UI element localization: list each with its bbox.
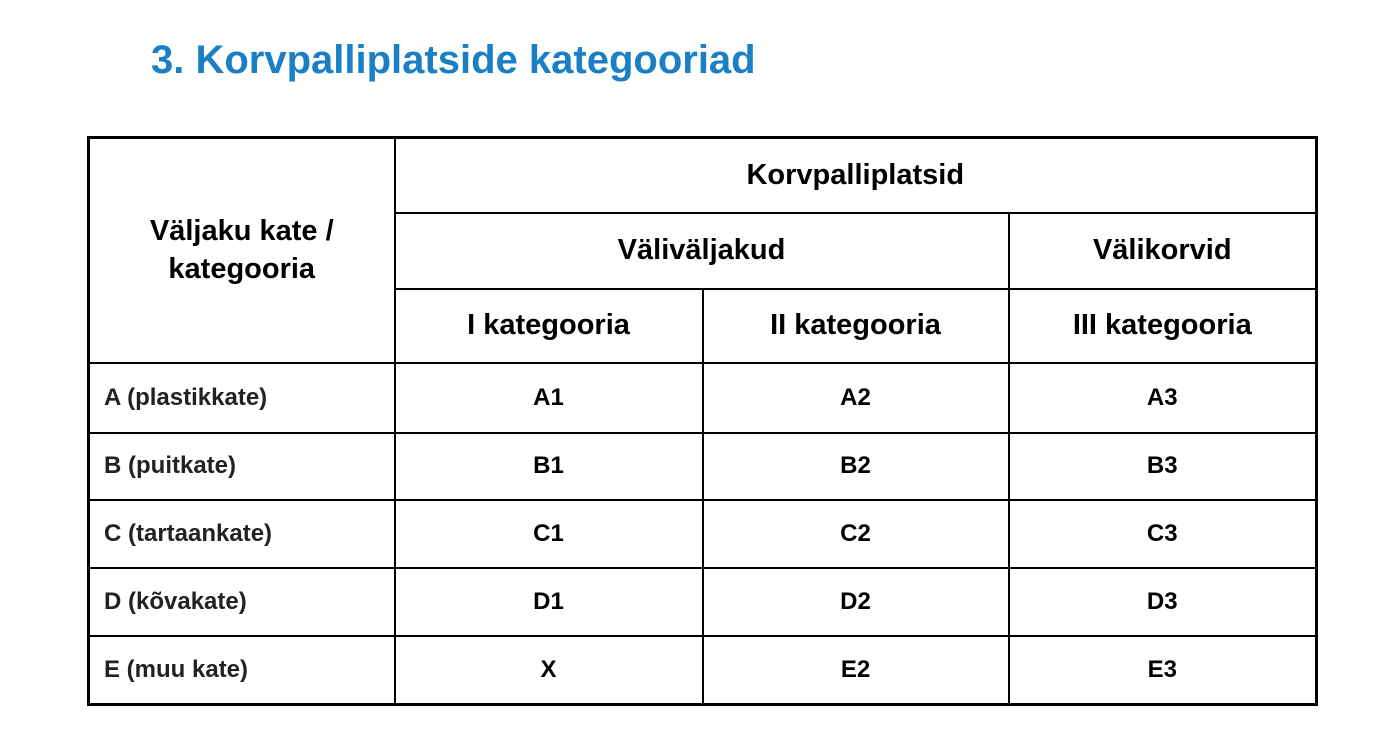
table-cell: A1 (395, 363, 703, 433)
row-label: D (kõvakate) (89, 568, 395, 636)
table-cell: E2 (703, 636, 1009, 705)
categories-table (87, 136, 1318, 706)
table-row (89, 433, 1317, 500)
table-cell: X (395, 636, 703, 705)
corner-header (89, 138, 395, 363)
column-header: I kategooria (395, 289, 703, 363)
row-label: C (tartaankate) (89, 500, 395, 568)
group-header: Korvpalliplatsid (395, 138, 1317, 213)
table-row (89, 636, 1317, 705)
table-cell: A2 (703, 363, 1009, 433)
table-cell: C1 (395, 500, 703, 568)
table-cell: D1 (395, 568, 703, 636)
page-title: 3. Korvpalliplatside kategooriad (151, 38, 756, 82)
table-cell: D3 (1009, 568, 1317, 636)
table-cell: B1 (395, 433, 703, 500)
corner-header-line: Väljaku kate / (149, 215, 334, 248)
subgroup-header: Välikorvid (1009, 213, 1317, 289)
table-cell: E3 (1009, 636, 1317, 705)
table-cell: D2 (703, 568, 1009, 636)
corner-header-line: kategooria (168, 253, 316, 286)
subgroup-header: Väliväljakud (395, 213, 1009, 289)
table-row (89, 363, 1317, 433)
column-header: III kategooria (1009, 289, 1317, 363)
table-row (89, 500, 1317, 568)
table-cell: A3 (1009, 363, 1317, 433)
row-label: B (puitkate) (89, 433, 395, 500)
column-header: II kategooria (703, 289, 1009, 363)
table-cell: B3 (1009, 433, 1317, 500)
table-row (89, 568, 1317, 636)
table-cell: B2 (703, 433, 1009, 500)
table-cell: C2 (703, 500, 1009, 568)
table-cell: C3 (1009, 500, 1317, 568)
row-label: A (plastikkate) (89, 363, 395, 433)
row-label: E (muu kate) (89, 636, 395, 705)
